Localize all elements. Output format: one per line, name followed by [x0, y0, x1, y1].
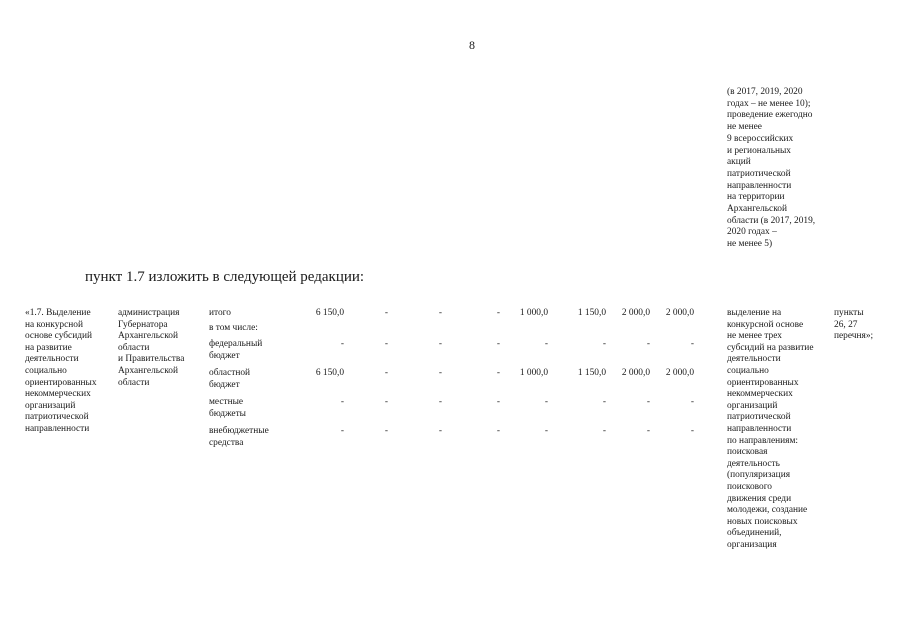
- text-line: 9 всероссийских: [727, 133, 794, 144]
- text-line: итого: [209, 308, 231, 318]
- funding-value: -: [438, 368, 442, 378]
- text-line: 2020 годах –: [727, 227, 777, 238]
- text-line: не менее 5): [727, 239, 773, 250]
- funding-source-label: [209, 339, 289, 362]
- funding-value: 6 150,0: [315, 308, 344, 318]
- funding-value: -: [340, 426, 344, 436]
- reference-cell: [834, 308, 898, 343]
- funding-value: -: [384, 397, 388, 407]
- text-line: социально: [727, 365, 769, 376]
- funding-value: -: [384, 339, 388, 349]
- text-line: акций: [727, 157, 751, 168]
- funding-source-label: [209, 308, 289, 320]
- text-line: и региональных: [727, 145, 791, 156]
- funding-source-label: [209, 368, 289, 391]
- funding-source-label: [209, 426, 289, 449]
- funding-source-label: [209, 323, 289, 335]
- funding-value: -: [646, 339, 650, 349]
- funding-value: -: [438, 308, 442, 318]
- text-line: проведение ежегодно: [727, 110, 813, 121]
- funding-value: -: [438, 426, 442, 436]
- text-line: бюджет: [209, 350, 240, 361]
- text-line: движения среди: [727, 493, 792, 504]
- text-line: Архангельской: [118, 331, 178, 342]
- text-line: организация: [727, 539, 777, 550]
- funding-value: -: [496, 368, 500, 378]
- text-line: поискового: [727, 481, 772, 492]
- funding-value: -: [544, 397, 548, 407]
- funding-value: -: [496, 339, 500, 349]
- text-line: выделение на: [727, 308, 782, 318]
- text-line: не менее трех: [727, 331, 782, 342]
- text-line: деятельность: [727, 458, 780, 469]
- text-line: бюджет: [209, 379, 240, 390]
- text-line: деятельности: [727, 354, 781, 365]
- funding-value: 2 000,0: [621, 308, 650, 318]
- funding-value: -: [690, 339, 694, 349]
- funding-value: 1 150,0: [577, 368, 606, 378]
- funding-value: -: [496, 308, 500, 318]
- text-line: некоммерческих: [25, 389, 91, 400]
- funding-value: 1 000,0: [519, 308, 548, 318]
- funding-value: 1 150,0: [577, 308, 606, 318]
- text-line: объединений,: [727, 528, 782, 539]
- text-line: новых поисковых: [727, 516, 798, 527]
- text-line: некоммерческих: [727, 389, 793, 400]
- text-line: направленности: [727, 180, 792, 191]
- text-line: Архангельской: [727, 204, 787, 215]
- text-line: администрация: [118, 308, 180, 318]
- funding-value: -: [602, 426, 606, 436]
- executor-cell: [118, 308, 208, 389]
- text-line: конкурсной основе: [727, 319, 804, 330]
- page-number: 8: [469, 38, 475, 52]
- text-line: молодежи, создание: [727, 505, 808, 516]
- text-line: областной: [209, 368, 251, 378]
- text-line: внебюджетные: [209, 426, 269, 436]
- text-line: не менее: [727, 122, 762, 133]
- text-line: на территории: [727, 192, 785, 203]
- funding-value: 2 000,0: [665, 368, 694, 378]
- text-line: патриотической: [727, 412, 791, 423]
- funding-value: -: [602, 397, 606, 407]
- text-line: ориентированных: [727, 377, 799, 388]
- text-line: организаций: [727, 400, 778, 411]
- text-line: в том числе:: [209, 323, 258, 333]
- funding-value: -: [496, 397, 500, 407]
- funding-value: -: [438, 339, 442, 349]
- text-line: направленности: [727, 423, 792, 434]
- measure-name-cell: [25, 308, 117, 436]
- funding-value: -: [384, 426, 388, 436]
- text-line: ориентированных: [25, 377, 97, 388]
- funding-value: -: [544, 426, 548, 436]
- funding-value: -: [438, 397, 442, 407]
- text-line: патриотической: [25, 412, 89, 423]
- funding-value: 6 150,0: [315, 368, 344, 378]
- expected-result-cell: [727, 308, 831, 551]
- text-line: годах – не менее 10);: [727, 98, 811, 109]
- funding-value: 2 000,0: [621, 368, 650, 378]
- funding-value: -: [690, 426, 694, 436]
- text-line: деятельности: [25, 354, 79, 365]
- text-line: «1.7. Выделение: [25, 308, 91, 318]
- text-line: направленности: [25, 423, 90, 434]
- text-line: на конкурсной: [25, 319, 83, 330]
- text-line: бюджеты: [209, 408, 246, 419]
- text-line: субсидий на развитие: [727, 342, 814, 353]
- text-line: 26, 27: [834, 319, 858, 330]
- funding-value: -: [384, 368, 388, 378]
- text-line: местные: [209, 397, 244, 407]
- funding-value: -: [646, 397, 650, 407]
- funding-value: -: [690, 397, 694, 407]
- text-line: и Правительства: [118, 354, 185, 365]
- text-line: Губернатора: [118, 319, 168, 330]
- text-line: на развитие: [25, 342, 72, 353]
- text-line: (в 2017, 2019, 2020: [727, 87, 803, 97]
- text-line: Архангельской: [118, 365, 178, 376]
- funding-value: 2 000,0: [665, 308, 694, 318]
- text-line: основе субсидий: [25, 331, 93, 342]
- text-line: области (в 2017, 2019,: [727, 215, 816, 226]
- funding-source-label: [209, 397, 289, 420]
- text-line: федеральный: [209, 339, 263, 349]
- funding-value: -: [340, 339, 344, 349]
- amendment-heading: пункт 1.7 изложить в следующей редакции:: [85, 269, 365, 285]
- text-line: социально: [25, 365, 67, 376]
- text-line: патриотической: [727, 168, 791, 179]
- funding-value: -: [384, 308, 388, 318]
- funding-value: -: [340, 397, 344, 407]
- text-line: пункты: [834, 308, 864, 318]
- previous-result-text: [727, 87, 837, 251]
- text-line: поисковая: [727, 447, 768, 458]
- text-line: по направлениям:: [727, 435, 798, 446]
- text-line: средства: [209, 437, 244, 448]
- funding-value: -: [496, 426, 500, 436]
- text-line: перечня»;: [834, 331, 874, 342]
- funding-value: -: [646, 426, 650, 436]
- text-line: области: [118, 342, 150, 353]
- text-line: области: [118, 377, 150, 388]
- text-line: (популяризация: [727, 470, 791, 481]
- funding-value: -: [602, 339, 606, 349]
- funding-value: 1 000,0: [519, 368, 548, 378]
- funding-value: -: [544, 339, 548, 349]
- text-line: организаций: [25, 400, 76, 411]
